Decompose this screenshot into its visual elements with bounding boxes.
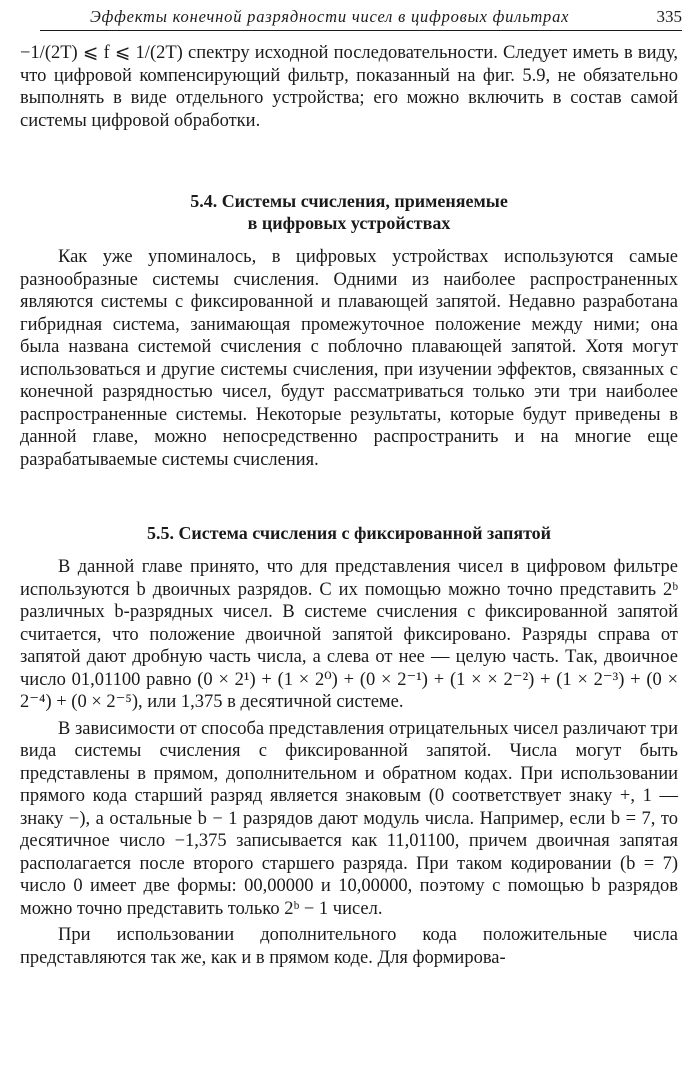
running-head-title: Эффекты конечной разрядности чисел в цифровых фильтрах (90, 7, 570, 26)
section-5-5-body (20, 556, 678, 969)
section-5-4-paragraph: Как уже упоминалось, в цифровых устройствах используются самые разнообразные системы счисления. Одними из наиболее распространенных являются системы с фиксированной и плавающей запятой. Недавно разработана гибридная система, занимающая промежуточное положение между ними; она была названа системой счисления с поблочно плавающей запятой. Хотя могут использоваться и другие системы счисления, при изучении эффектов, связанных с конечной разрядностью чисел, будут рассматриваться только эти три наиболее распространенные системы. Некоторые результаты, которые будут приведены в данной главе, можно непосредственно распространить и на многие еще разрабатываемые системы счисления. (20, 247, 678, 470)
intro-paragraph: −1/(2T) ⩽ f ⩽ 1/(2T) спектру исходной последовательности. Следует иметь в виду, что цифровой компенсирующий фильтр, показанный на фиг. 5.9, не обязательно выполнять в виде отдельного устройства; его можно включить в состав самой системы цифровой обработки. (20, 43, 678, 131)
section-5-5-heading-text: 5.5. Система счисления с фиксированной запятой (146, 523, 552, 543)
section-5-5-paragraph-1: В данной главе принято, что для представления чисел в цифровом фильтре используются b двоичных разрядов. С их помощью можно точно представить 2ᵇ различных b-разрядных чисел. В системе счисления с фиксированной запятой считается, что положение двоичной запятой фиксировано. Разряды справа от запятой дают дробную часть числа, а слева от нее — целую часть. Так, двоичное число 01,01100 равно (0 × 2¹) + (1 × 2⁰) + (0 × 2⁻¹) + (1 × × 2⁻²) + (1 × 2⁻³) + (0 × 2⁻⁴) + (0 × 2⁻⁵), или 1,375 в десятичной системе. (20, 557, 678, 712)
running-head (40, 4, 682, 31)
page-number: 335 (656, 7, 682, 26)
section-5-4-heading-line2: в цифровых устройствах (247, 213, 451, 233)
intro-text (20, 42, 678, 132)
section-5-5-paragraph-2: В зависимости от способа представления отрицательных чисел различают три вида системы счисления с фиксированной запятой. Числа могут быть представлены в прямом, дополнительном и обратном кодах. При использовании прямого кода старший разряд является знаковым (0 соответствует знаку +, 1 — знаку −), а остальные b − 1 разрядов дают модуль числа. Например, если b = 7, то десятичное число −1,375 записывается как 11,01100, причем двоичная запятая располагается после второго старшего разряда. При таком кодировании (b = 7) число 0 имеет две формы: 00,00000 и 10,00000, поэтому с помощью b разрядов можно точно представить только 2ᵇ − 1 чисел. (20, 718, 678, 919)
section-5-4-heading-line1: 5.4. Системы счисления, применяемые (190, 191, 508, 211)
section-5-4-heading (20, 190, 678, 234)
section-5-5-paragraph-3: При использовании дополнительного кода положительные числа представляются так же, как и в прямом коде. Для формирова- (20, 925, 678, 968)
section-5-5-heading (20, 522, 678, 544)
section-5-4-body (20, 246, 678, 471)
